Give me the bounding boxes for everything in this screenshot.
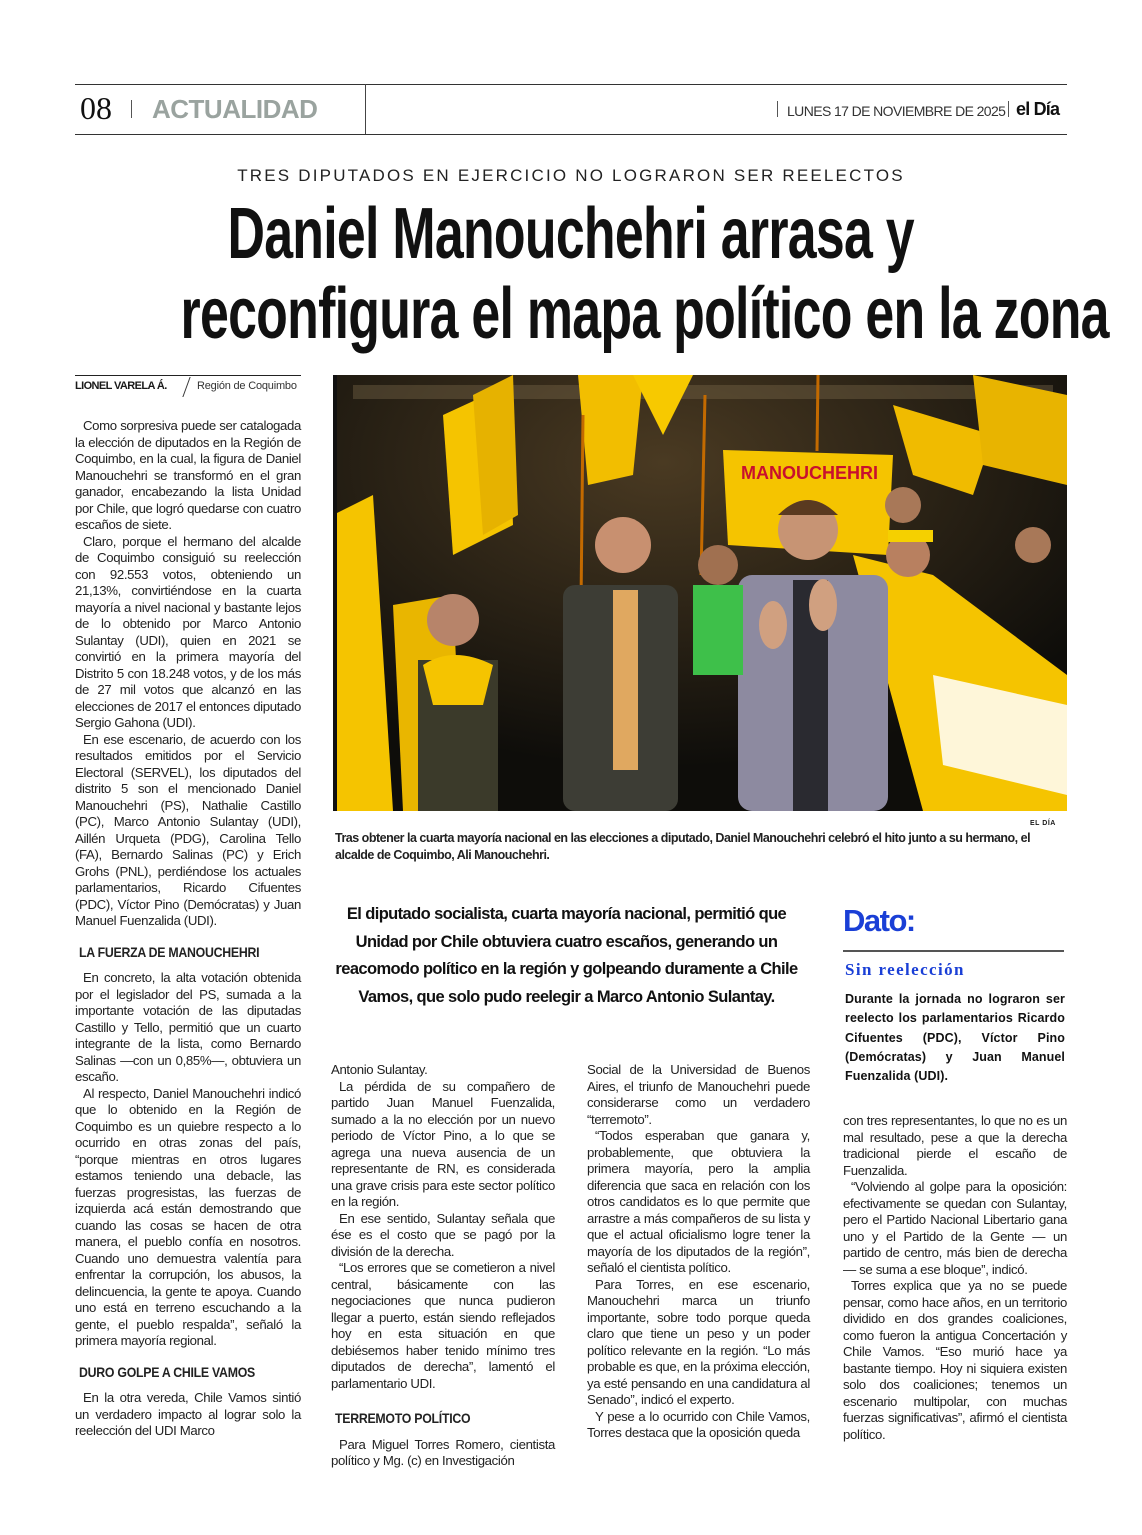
article-column bbox=[843, 1113, 1067, 1443]
author: LIONEL VARELA Á. bbox=[75, 380, 167, 392]
banner-text: MANOUCHEHRI bbox=[741, 463, 878, 483]
paragraph: En ese escenario, de acuerdo con los resultados emitidos por el Servicio Electoral (SERVEL), los diputados del distrito 5 son el mencionado Daniel Manouchehri (PS), Nathalie Castillo (PC), Marco Antonio Sulantay (UDI), Aillén Urqueta (PDG), Carolina Tello (FA), Bernardo Salinas (PC) y Erich Grohs (PNL), perdiéndose los actuales parlamentarios, Ricardo Cifuentes (PDC), Víctor Pino (Demócratas) y Juan Manuel Fuenzalida (UDI). bbox=[75, 731, 301, 928]
headline bbox=[0, 273, 1142, 355]
byline-region: Región de Coquimbo bbox=[197, 380, 297, 392]
subheading: TERREMOTO POLÍTICO bbox=[335, 1410, 471, 1426]
divider bbox=[365, 84, 366, 134]
header-bottom-rule bbox=[75, 134, 1067, 135]
paragraph: con tres representantes, lo que no es un mal resultado, pese a que la derecha tradicional pierde el escaño de Fuenzalida. bbox=[843, 1113, 1067, 1178]
headline-line: reconfigura el mapa político en la zona bbox=[180, 274, 1109, 354]
divider bbox=[777, 101, 778, 117]
paragraph: En la otra vereda, Chile Vamos sintió un verdadero impacto al lograr solo la reelección del UDI Marco bbox=[75, 1390, 301, 1438]
divider bbox=[843, 950, 1064, 952]
paragraph: Social de la Universidad de Buenos Aires, el triunfo de Manouchehri puede considerarse como un verdadero “terremoto”. bbox=[587, 1062, 810, 1127]
paragraph: Claro, porque el hermano del alcalde de Coquimbo consiguió su reelección con 92.553 votos, obteniendo un 21,13%, convirtiéndose en la cuarta mayoría a nivel nacional y bastante lejos de lo obtenido por Marco Antonio Sulantay (UDI), quien en 2021 se convirtió en la primera mayoría del Distrito 5 con 18.248 votos, y de los más de 27 mil votos que alcanzó en las elecciones de 2017 el entonces diputado Sergio Gahona (UDI). bbox=[75, 533, 301, 730]
paragraph: La pérdida de su compañero de partido Juan Manuel Fuenzalida, sumado a la no elección por un nuevo periodo de Víctor Pino, a lo que se agrega una nueva ausencia de un representante de RN, es considerada una grave crisis para este sector político en la región. bbox=[331, 1078, 555, 1209]
paragraph: Para Torres, en ese escenario, Manouchehri marca un triunfo importante, sobre todo porque queda claro que tiene un peso y un poder político relevante en la región. “Lo más probable es que, en la próxima elección, ya esté pensando en una candidatura al Senado”, indicó el experto. bbox=[587, 1276, 810, 1407]
headline bbox=[0, 193, 1142, 275]
paragraph: Al respecto, Daniel Manouchehri indicó que lo obtenido en la Región de Coquimbo es un quiebre respecto a lo ocurrido en otras zonas del país, “porque mientras en otros lugares estamos teniendo una debacle, las fuerzas progresistas, las fuerzas de izquierda acá están demostrando que cuando las cosas se hacen de otra manera, el pueblo confía en nosotros. Cuando uno demuestra valentía para enfrentar la corrupción, los abusos, la delincuencia, la gente te apoya. Cuando uno está en terreno escuchando a la gente, el pueblo respalda”, señaló la primera mayoría regional. bbox=[75, 1085, 301, 1348]
sidebar-title: Dato: bbox=[843, 903, 915, 938]
header-top-rule bbox=[75, 84, 1067, 85]
paragraph: Y pese a lo ocurrido con Chile Vamos, Torres destaca que la oposición queda bbox=[587, 1408, 810, 1440]
article-column bbox=[75, 418, 301, 1440]
subheading: LA FUERZA DE MANOUCHEHRI bbox=[79, 943, 260, 960]
paragraph: “Los errores que se cometieron a nivel central, básicamente con las negociaciones que nunca pudieron llegar a puerto, están siendo reflejados hoy en esta situación en que debiésemos haber tenido mínimo tres diputados de derecha”, lamentó el parlamentario UDI. bbox=[331, 1260, 555, 1391]
article-column bbox=[331, 1062, 555, 1470]
paragraph: En concreto, la alta votación obtenida por el legislador del PS, sumada a la importante votación de las diputadas Castillo y Tello, permitió que un cuarto integrante de la lista, como Bernardo Salinas —con un 0,85%—, obtuviera un escaño. bbox=[75, 970, 301, 1084]
paragraph: Para Miguel Torres Romero, cientista político y Mg. (c) en Investigación bbox=[331, 1436, 555, 1468]
paragraph: “Todos esperaban que ganara y, probablemente, que obtuviera la primera mayoría, pero la amplia diferencia que saca en relación con los otros candidatos es lo que permite que arrastre a más compañeros de su lista y que el actual oficialismo logre tener la mayoría de los diputados de la región”, señaló el cientista político. bbox=[587, 1128, 810, 1275]
photo-credit: EL DÍA bbox=[1030, 820, 1056, 827]
kicker: TRES DIPUTADOS EN EJERCICIO NO LOGRARON SER REELECTOS bbox=[237, 166, 905, 185]
article-photo bbox=[333, 375, 1067, 811]
divider bbox=[1008, 101, 1009, 117]
paragraph: Torres explica que ya no se puede pensar, como hace años, en un territorio dividido en dos grandes coaliciones, como fueron la antigua Concertación y Chile Vamos. “Eso murió hace ya bastante tiempo. Hoy ni siquiera existen solo dos coaliciones; tenemos un escenario multipolar, con muchas fuerzas significativas”, afirmó el cientista político. bbox=[843, 1278, 1067, 1442]
paragraph: Antonio Sulantay. bbox=[331, 1062, 428, 1077]
paragraph: En ese sentido, Sulantay señala que ése es el costo que se pagó por la división de la derecha. bbox=[331, 1210, 555, 1259]
sidebar-subtitle: Sin reelección bbox=[845, 960, 965, 979]
headline-line: Daniel Manouchehri arrasa y bbox=[227, 194, 915, 274]
divider bbox=[131, 100, 132, 118]
page-number: 08 bbox=[80, 90, 112, 126]
article-column bbox=[587, 1062, 810, 1442]
pull-quote: El diputado socialista, cuarta mayoría nacional, permitió que Unidad por Chile obtuviera cuatro escaños, generando un reacomodo político en la región y golpeando duramente a Chile Vamos, que solo pudo reelegir a Marco Antonio Sulantay. bbox=[335, 905, 798, 1006]
sidebar-text: Durante la jornada no lograron ser reelecto los parlamentarios Ricardo Cifuentes (PDC), Víctor Pino (Demócratas) y Juan Manuel Fuenzalida (UDI). bbox=[845, 992, 1065, 1084]
newspaper-logo: el Día bbox=[1016, 99, 1060, 119]
photo-caption: Tras obtener la cuarta mayoría nacional en las elecciones a diputado, Daniel Manouchehri celebró el hito junto a su hermano, el alcalde de Coquimbo, Ali Manouchehri. bbox=[335, 831, 1031, 862]
issue-date: LUNES 17 DE NOVIEMBRE DE 2025 bbox=[787, 103, 1006, 119]
paragraph: “Volviendo al golpe para la oposición: efectivamente se quedan con Sulantay, pero el Partido Nacional Libertario gana uno y el Partido de la Gente — un partido de centro, más bien de derecha — se suma a ese bloque”, indicó. bbox=[843, 1179, 1067, 1277]
section-label: ACTUALIDAD bbox=[152, 94, 318, 124]
paragraph: Como sorpresiva puede ser catalogada la elección de diputados en la Región de Coquimbo, en la cual, la figura de Daniel Manouchehri se transformó en el gran ganador, encabezando la lista Unidad por Chile, que logró quedarse con cuatro escaños de siete. bbox=[75, 418, 301, 532]
subheading: DURO GOLPE A CHILE VAMOS bbox=[79, 1363, 255, 1380]
celebration-photo bbox=[333, 375, 1067, 811]
